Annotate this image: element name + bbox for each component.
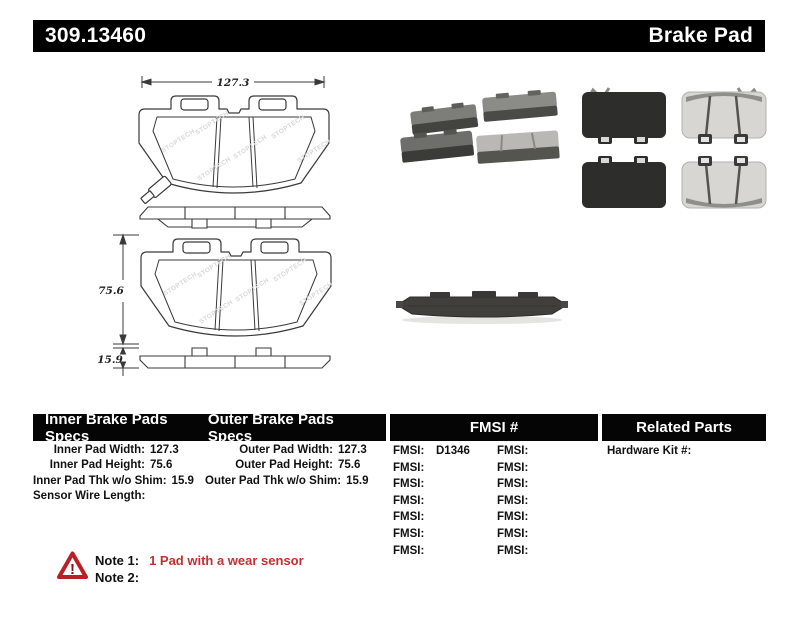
table-row — [393, 476, 493, 493]
product-type-title: Brake Pad — [648, 24, 753, 47]
specs-header-bar — [33, 410, 386, 445]
table-row — [497, 476, 597, 493]
table-row — [33, 458, 190, 473]
table-row — [33, 474, 194, 489]
spec-value: 15.9 — [346, 474, 369, 487]
fmsi-label: FMSI: — [497, 527, 529, 540]
wear-sensor-drawing — [139, 176, 171, 206]
related-parts-header-bar — [602, 414, 766, 441]
table-row — [497, 493, 597, 510]
pad-friction-bottom — [682, 156, 766, 208]
spec-value: 127.3 — [150, 444, 179, 456]
table-row — [393, 543, 493, 560]
table-row — [393, 460, 493, 477]
fmsi-header: FMSI # — [469, 419, 519, 436]
table-row — [205, 443, 378, 458]
related-parts-column — [607, 443, 765, 460]
table-row — [497, 526, 597, 543]
table-row — [33, 489, 190, 504]
fmsi-column-left — [393, 443, 493, 559]
outer-specs-header: Outer Brake Pads Specs — [207, 410, 334, 445]
spec-label: Outer Pad Width: — [239, 444, 333, 456]
fmsi-value: D1346 — [436, 445, 470, 457]
spec-label: Inner Pad Width: — [53, 444, 145, 456]
note-2-label: Note 2: — [95, 570, 140, 585]
spec-label: Sensor Wire Length: — [33, 490, 146, 503]
spec-label: Inner Pad Thk w/o Shim: — [33, 474, 167, 487]
table-row — [393, 443, 493, 460]
table-row — [205, 474, 378, 489]
related-parts-header: Related Parts — [636, 419, 732, 436]
svg-text:!: ! — [70, 561, 75, 578]
pad-photo-front-left — [400, 127, 475, 162]
pad-backplate-bottom — [582, 156, 666, 208]
fmsi-label: FMSI: — [393, 527, 425, 540]
pad-photo-front-right — [476, 130, 560, 164]
related-label: Hardware Kit #: — [607, 445, 692, 457]
note-2 — [95, 570, 149, 585]
fmsi-label: FMSI: — [393, 478, 425, 491]
table-row — [497, 509, 597, 526]
fmsi-header-bar — [390, 414, 598, 441]
fmsi-label: FMSI: — [393, 544, 425, 557]
dimension-height-label: 75.6 — [98, 285, 124, 297]
spec-value: 15.9 — [171, 474, 194, 487]
fmsi-label: FMSI: — [497, 478, 529, 491]
fmsi-label: FMSI: — [497, 511, 529, 524]
dimension-width-label: 127.3 — [216, 77, 250, 89]
fmsi-label: FMSI: — [497, 445, 529, 457]
pad-friction-top — [682, 92, 766, 144]
table-row — [497, 543, 597, 560]
note-1-text: 1 Pad with a wear sensor — [149, 553, 304, 568]
pads-group-photo — [398, 86, 573, 184]
table-row — [205, 458, 378, 473]
warning-triangle-icon — [57, 551, 88, 580]
fmsi-label: FMSI: — [497, 494, 529, 507]
fmsi-label: FMSI: — [497, 544, 529, 557]
table-row — [393, 493, 493, 510]
pad-top-edge-view — [140, 207, 330, 228]
spec-value — [150, 489, 190, 504]
outer-specs-column — [205, 443, 378, 489]
pad-bottom-edge-view — [140, 348, 330, 368]
spec-value: 127.3 — [338, 444, 367, 456]
pad-side-views-drawing — [95, 202, 345, 380]
spec-value: 75.6 — [338, 459, 361, 472]
fmsi-label: FMSI: — [393, 511, 425, 524]
pad-front-view-drawing — [128, 72, 338, 206]
fmsi-column-right — [497, 443, 597, 559]
table-row — [607, 443, 765, 460]
dimension-thickness-label: 15.9 — [97, 354, 123, 366]
pad-backplate-top — [582, 92, 666, 144]
fmsi-label: FMSI: — [393, 445, 425, 457]
title-bar — [33, 20, 765, 52]
fmsi-label: FMSI: — [497, 461, 529, 474]
fmsi-label: FMSI: — [393, 461, 425, 474]
inner-specs-column — [33, 443, 194, 505]
spec-label: Inner Pad Height: — [49, 459, 145, 472]
spec-label: Outer Pad Thk w/o Shim: — [205, 474, 342, 487]
table-row — [497, 460, 597, 477]
fmsi-label: FMSI: — [393, 494, 425, 507]
part-number: 309.13460 — [45, 24, 147, 47]
table-row — [497, 443, 597, 460]
note-1 — [95, 553, 304, 568]
pad-photo-back-right — [482, 89, 558, 122]
spec-label: Outer Pad Height: — [235, 459, 333, 472]
pad-edge-photo — [396, 290, 568, 324]
note-1-label: Note 1: — [95, 553, 140, 568]
table-row — [393, 526, 493, 543]
pad-photo-back-left — [410, 101, 479, 135]
table-row — [393, 509, 493, 526]
pads-front-back-photo — [578, 86, 770, 214]
table-row — [33, 443, 190, 458]
inner-specs-header: Inner Brake Pads Specs — [45, 410, 168, 445]
spec-value: 75.6 — [150, 459, 173, 472]
